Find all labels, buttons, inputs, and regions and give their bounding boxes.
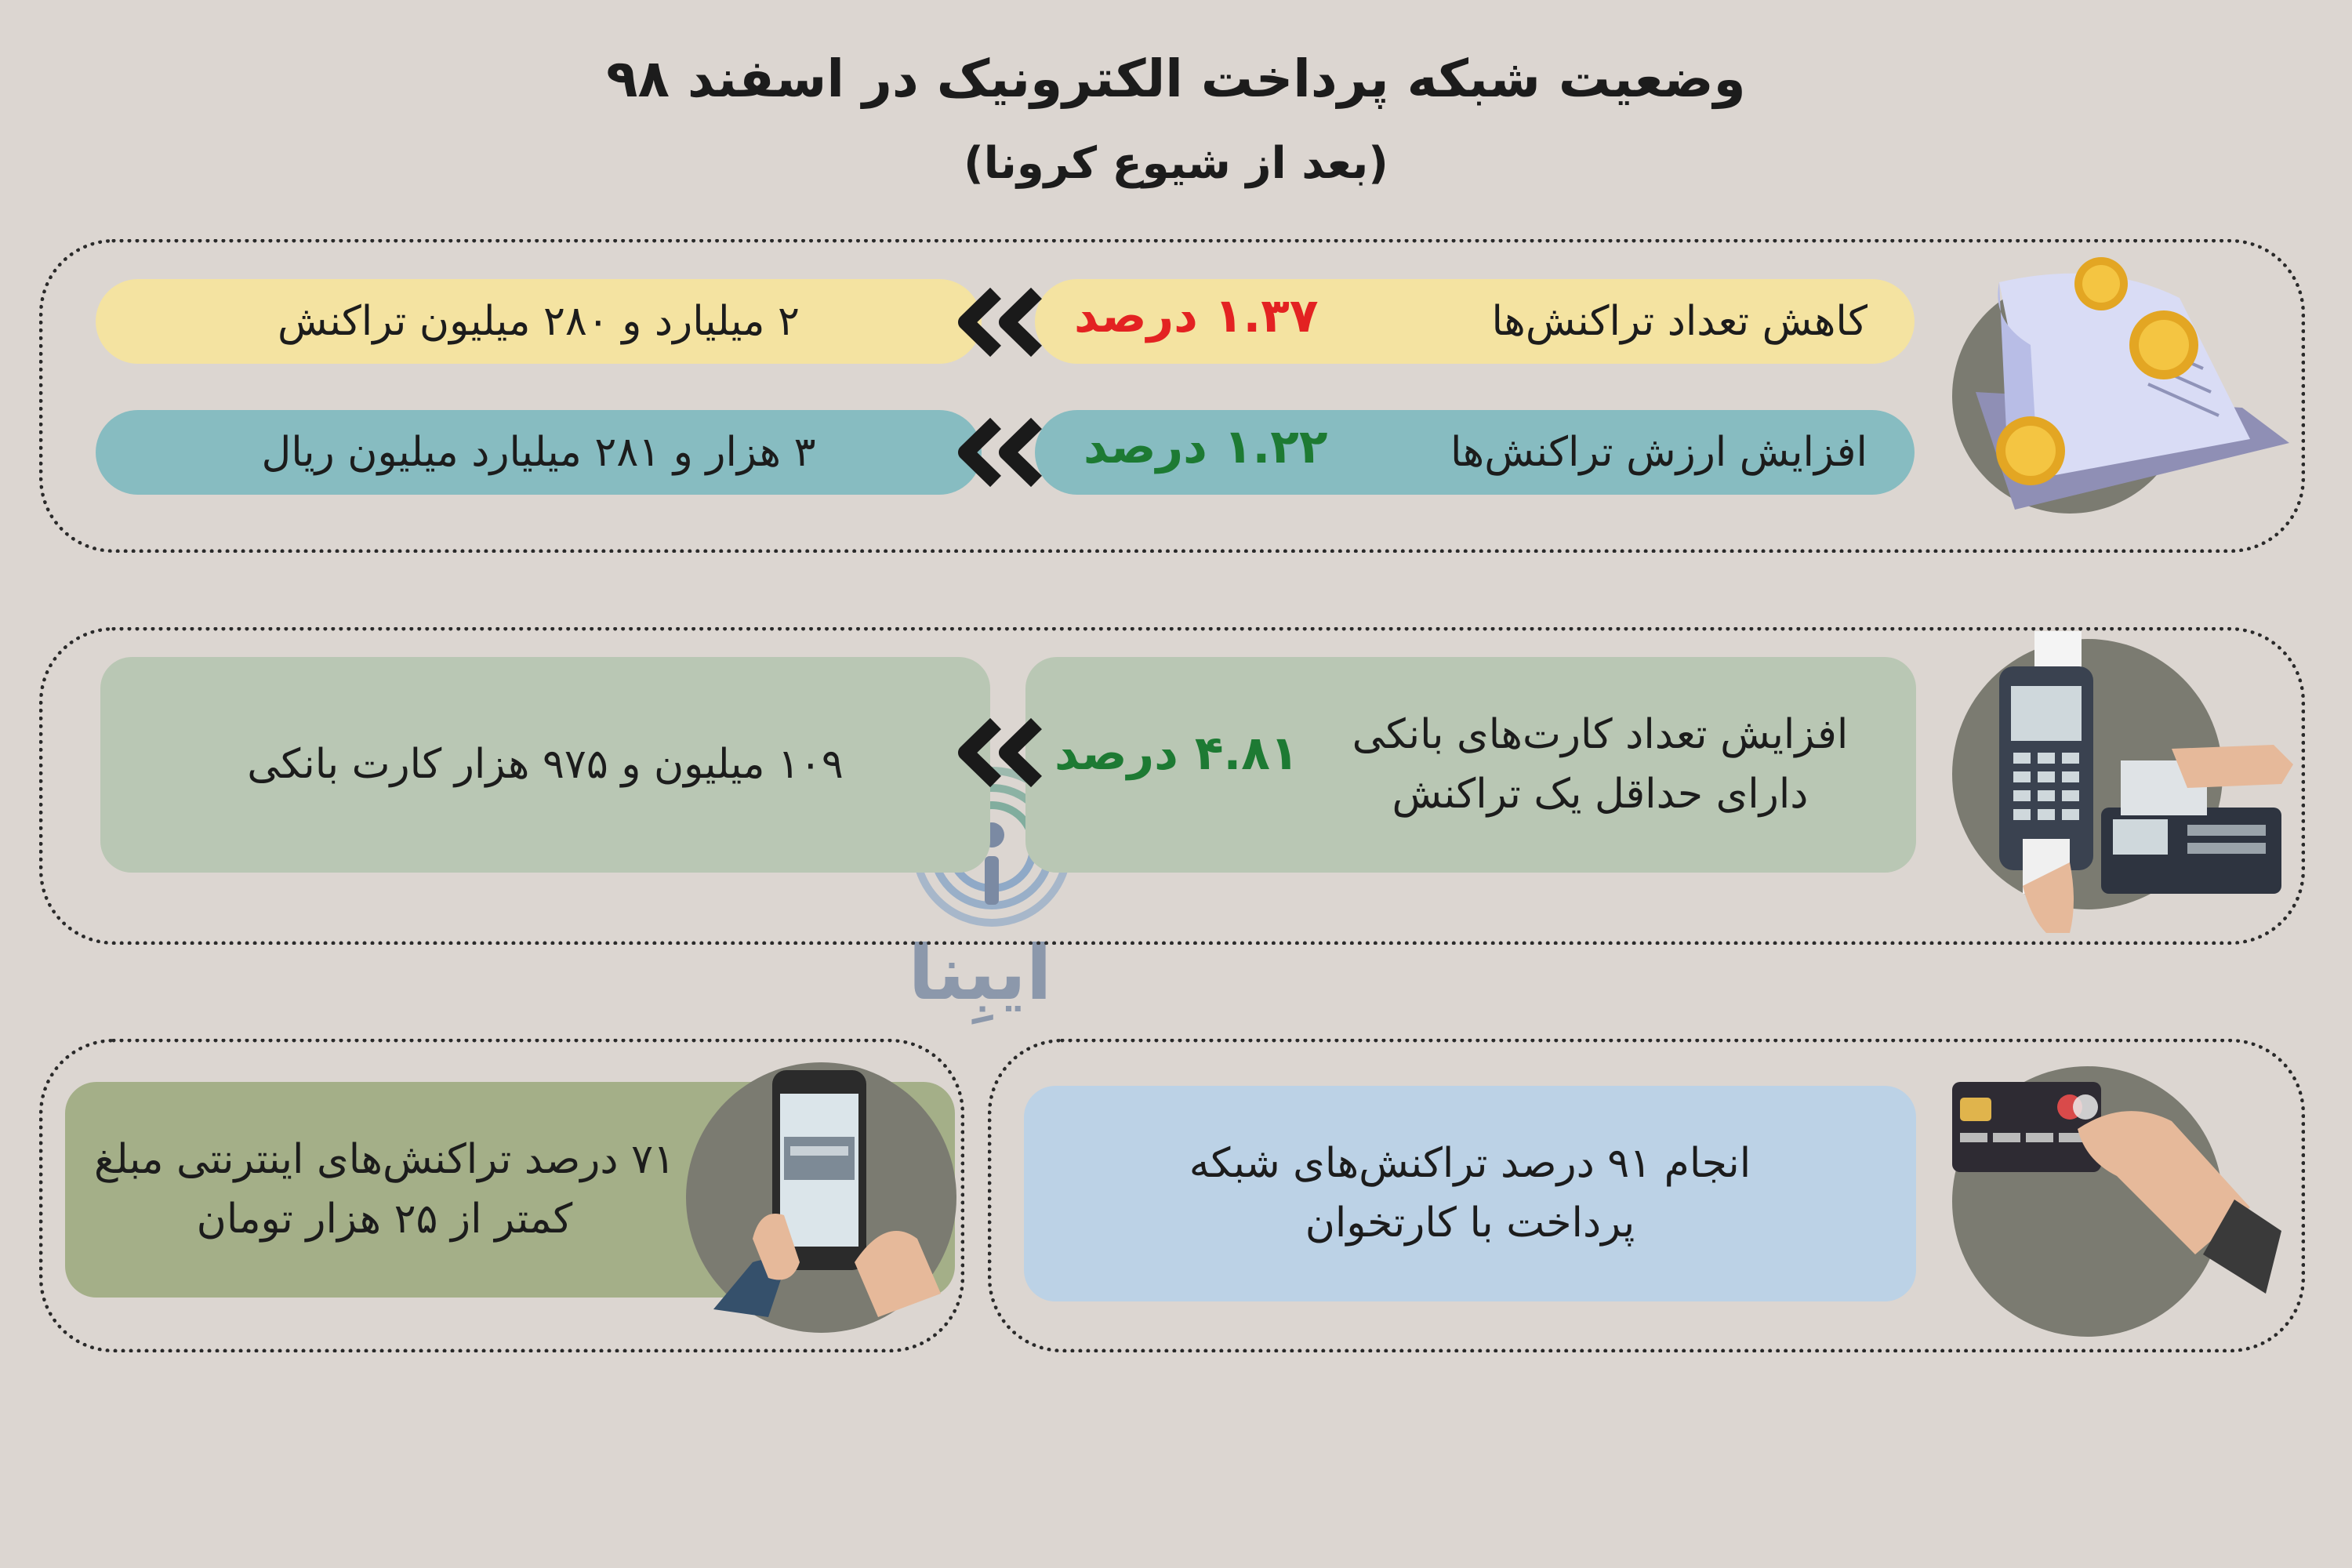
chevron-double-left-icon: [955, 287, 1049, 358]
detail-pill-transaction-value: [96, 410, 982, 495]
value-transaction-value: ۱.۲۲ درصد: [1083, 419, 1328, 474]
text-pos-transactions: انجام ۹۱ درصد تراکنش‌های شبکه پرداخت با کارتخوان: [1189, 1140, 1751, 1247]
text-internet-transactions: ۷۱ درصد تراکنش‌های اینترنتی مبلغ کمتر از ۲۵ هزار تومان: [94, 1136, 675, 1243]
detail-box-active-cards: [100, 657, 990, 873]
credit-card-hand-icon: [1936, 1074, 2305, 1309]
value-active-cards: ۴.۸۱ درصد: [1054, 726, 1299, 781]
detail-transaction-value: ۳ هزار و ۲۸۱ میلیارد میلیون ریال: [261, 429, 816, 476]
label-active-cards: افزایش تعداد کارت‌های بانکی دارای حداقل یک تراکنش: [1352, 711, 1849, 818]
receipt-coins-icon: [1944, 251, 2305, 541]
smartphone-icon: [682, 1058, 972, 1325]
chevron-double-left-icon: [955, 417, 1049, 488]
detail-active-cards: ۱۰۹ میلیون و ۹۷۵ هزار کارت بانکی: [247, 740, 844, 788]
detail-transaction-count: ۲ میلیارد و ۲۸۰ میلیون تراکنش: [278, 298, 800, 345]
label-transaction-count: کاهش تعداد تراکنش‌ها: [1491, 298, 1867, 345]
chevron-double-left-icon: [955, 717, 1049, 788]
label-transaction-value: افزایش ارزش تراکنش‌ها: [1450, 429, 1867, 476]
page-subtitle: (بعد از شیوع کرونا): [964, 138, 1388, 189]
detail-pill-transaction-count: [96, 279, 982, 364]
box-pos-transactions: [1024, 1086, 1916, 1301]
card-reader-icon: [1984, 627, 2297, 941]
page-title: وضعیت شبکه پرداخت الکترونیک در اسفند ۹۸: [606, 49, 1746, 109]
value-transaction-count: ۱.۳۷ درصد: [1074, 289, 1319, 343]
logo-text: ایبِنا: [908, 929, 1052, 1017]
